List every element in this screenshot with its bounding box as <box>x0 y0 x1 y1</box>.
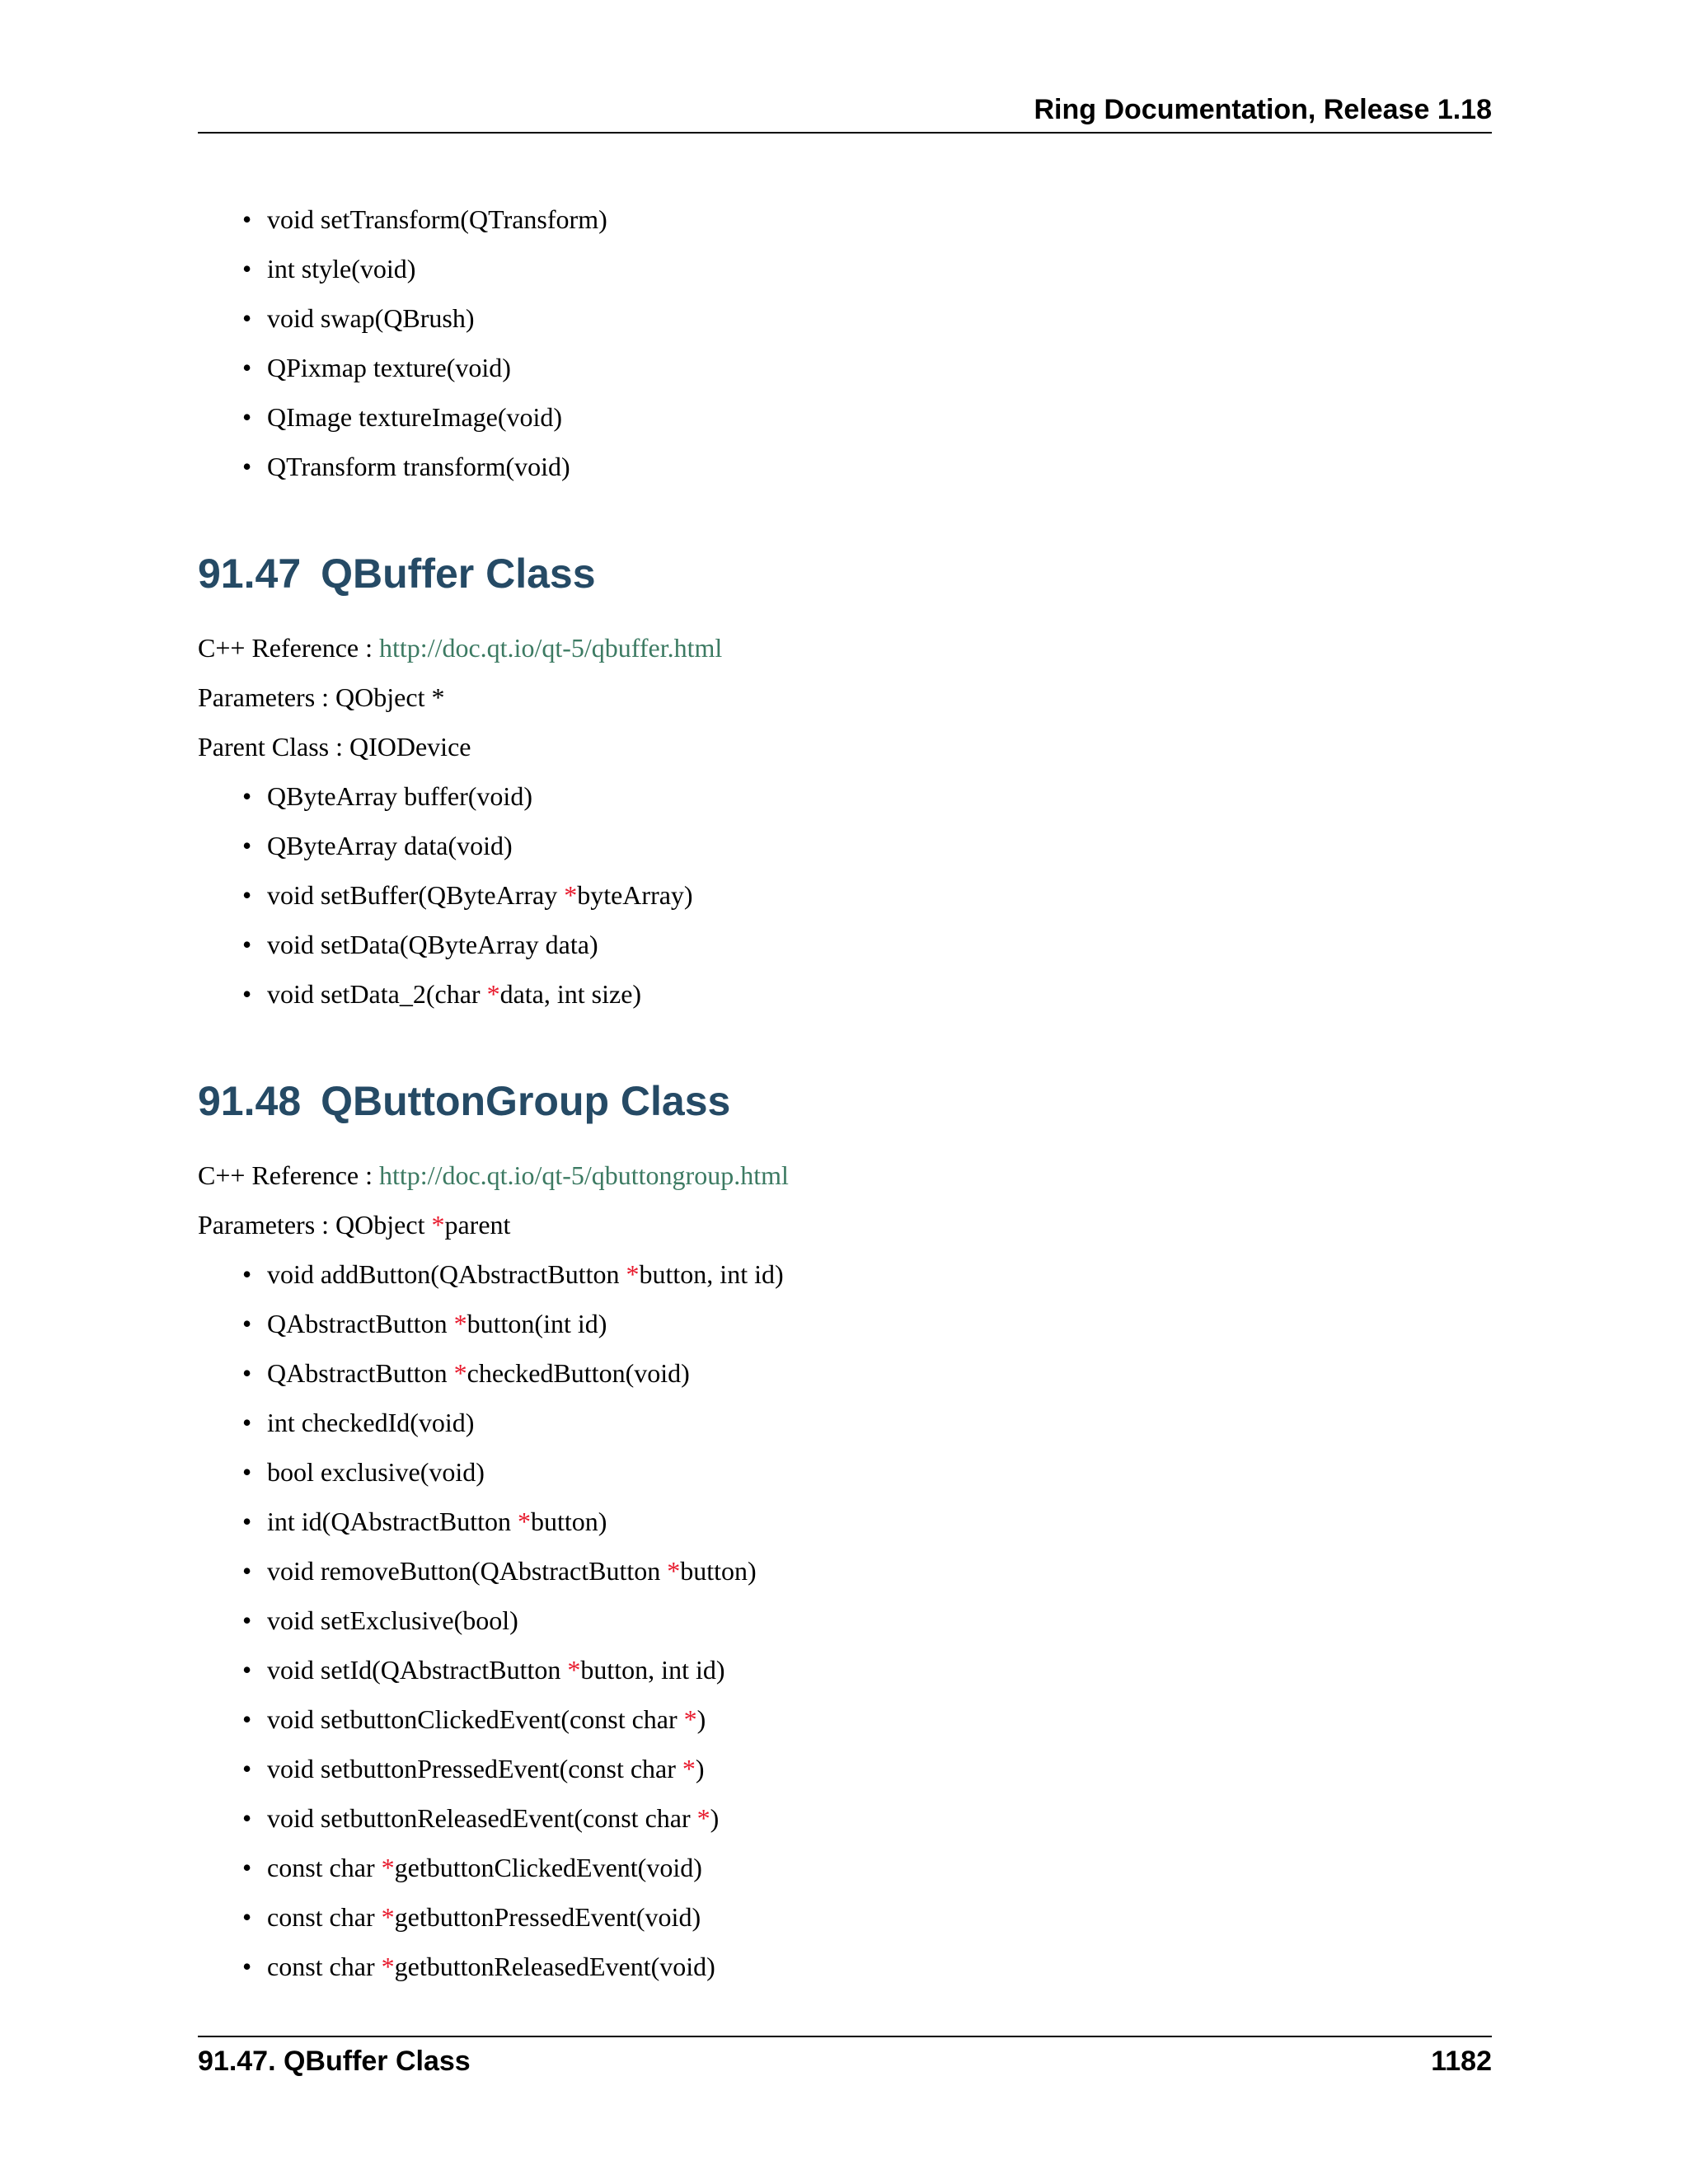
list-item: • int style(void) <box>267 244 1492 293</box>
cpp-reference-link[interactable]: http://doc.qt.io/qt-5/qbuttongroup.html <box>379 1160 789 1190</box>
section-qbuffer <box>198 549 1492 1019</box>
parameters-label: Parameters : <box>198 1210 336 1240</box>
cpp-reference-link[interactable]: http://doc.qt.io/qt-5/qbuffer.html <box>379 633 723 663</box>
section-title: QButtonGroup Class <box>321 1078 731 1124</box>
list-item: • void setExclusive(bool) <box>267 1596 1492 1645</box>
class-meta <box>198 1151 1492 1249</box>
list-item: • QByteArray data(void) <box>267 821 1492 870</box>
list-item: • void addButton(QAbstractButton *button, int id) <box>267 1249 1492 1299</box>
list-item: • void setbuttonClickedEvent(const char *) <box>267 1694 1492 1744</box>
page-number: 1182 <box>1431 2046 1492 2077</box>
list-item: • QByteArray buffer(void) <box>267 771 1492 821</box>
footer-section-title: 91.47. QBuffer Class <box>198 2046 471 2077</box>
method-list <box>198 1249 1492 1991</box>
section-title: QBuffer Class <box>321 551 596 597</box>
list-item: • QAbstractButton *button(int id) <box>267 1299 1492 1348</box>
cpp-reference-label: C++ Reference : <box>198 1160 379 1190</box>
list-item: • QTransform transform(void) <box>267 442 1492 491</box>
section-number: 91.47 <box>198 551 302 597</box>
list-item: • const char *getbuttonReleasedEvent(void) <box>267 1942 1492 1991</box>
list-item: • void removeButton(QAbstractButton *button) <box>267 1546 1492 1596</box>
list-item: • void setbuttonPressedEvent(const char *) <box>267 1744 1492 1793</box>
list-item: • void setbuttonReleasedEvent(const char *) <box>267 1793 1492 1843</box>
list-item: • QPixmap texture(void) <box>267 343 1492 392</box>
list-item: • void setTransform(QTransform) <box>267 194 1492 244</box>
class-meta <box>198 623 1492 771</box>
document-title: Ring Documentation, Release 1.18 <box>1034 94 1492 125</box>
list-item: • int checkedId(void) <box>267 1398 1492 1447</box>
parent-class-label: Parent Class : <box>198 732 349 762</box>
section-qbuttongroup <box>198 1076 1492 1991</box>
list-item: • const char *getbuttonClickedEvent(void) <box>267 1843 1492 1892</box>
parameters-value: QObject * <box>335 682 445 712</box>
list-item: • void swap(QBrush) <box>267 293 1492 343</box>
intro-method-list <box>198 194 1492 491</box>
list-item: • QAbstractButton *checkedButton(void) <box>267 1348 1492 1398</box>
list-item: • int id(QAbstractButton *button) <box>267 1497 1492 1546</box>
cpp-reference-label: C++ Reference : <box>198 633 379 663</box>
parent-class-value: QIODevice <box>349 732 471 762</box>
section-heading <box>198 1076 1492 1126</box>
list-item: • void setData_2(char *data, int size) <box>267 969 1492 1019</box>
page-content <box>198 194 1492 1991</box>
list-item: • QImage textureImage(void) <box>267 392 1492 442</box>
section-heading <box>198 549 1492 598</box>
list-item: • void setData(QByteArray data) <box>267 920 1492 969</box>
list-item: • void setBuffer(QByteArray *byteArray) <box>267 870 1492 920</box>
parameters-label: Parameters : <box>198 682 336 712</box>
list-item: • const char *getbuttonPressedEvent(void) <box>267 1892 1492 1942</box>
parameters: Parameters : QObject *parent <box>198 1210 511 1240</box>
list-item: • void setId(QAbstractButton *button, int id) <box>267 1645 1492 1694</box>
parent-class <box>198 722 1492 771</box>
page-header <box>198 91 1492 134</box>
page-footer <box>198 2036 1492 2087</box>
method-list <box>198 771 1492 1019</box>
parameters <box>198 673 1492 722</box>
section-number: 91.48 <box>198 1078 302 1124</box>
cpp-reference <box>198 623 1492 673</box>
cpp-reference <box>198 1151 1492 1200</box>
list-item: • bool exclusive(void) <box>267 1447 1492 1497</box>
